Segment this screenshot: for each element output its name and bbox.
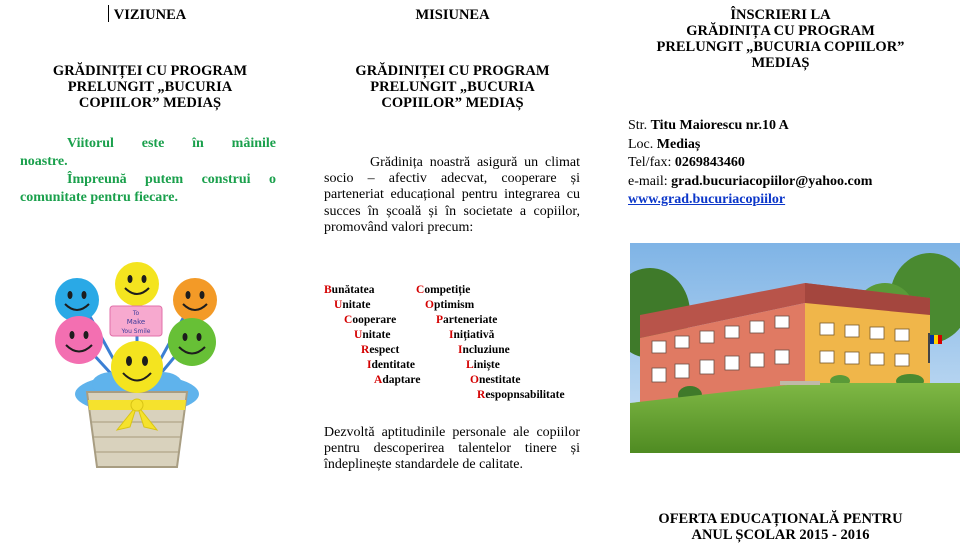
enrollment-heading-line2: GRĂDINIȚA CU PROGRAM bbox=[686, 23, 875, 39]
vision-subheading bbox=[0, 63, 300, 111]
address-row: Str. Titu Maiorescu nr.10 A bbox=[628, 118, 789, 133]
enrollment-heading-line4: MEDIAȘ bbox=[751, 55, 810, 71]
vision-subheading-line2: PRELUNGIT „BUCURIA bbox=[67, 79, 233, 95]
website-row bbox=[628, 191, 872, 210]
smiley-cookies-image bbox=[52, 262, 222, 477]
value-right-5: Incluziune bbox=[458, 344, 510, 356]
vision-heading: VIZIUNEA bbox=[113, 7, 187, 23]
mission-closing: Dezvoltă aptitudinile personale ale copiilor pentru descoperirea talentelor tinere și îndeplinește standardele de calitate. bbox=[324, 425, 580, 473]
vision-subheading-line3: COPIILOR” MEDIAȘ bbox=[78, 95, 222, 111]
value-right-3: Parteneriate bbox=[436, 314, 498, 326]
value-right-4: Inițiativă bbox=[449, 329, 495, 341]
enrollment-heading-line1: ÎNSCRIERI LA bbox=[730, 7, 831, 23]
vision-column bbox=[0, 0, 300, 547]
offer-title-line2: ANUL ȘCOLAR 2015 - 2016 bbox=[691, 527, 870, 543]
contact-info bbox=[628, 117, 872, 210]
vision-subheading-line1: GRĂDINIȚEI CU PROGRAM bbox=[52, 63, 248, 79]
value-left-1: Bunătatea bbox=[324, 284, 375, 296]
value-left-7: Adaptare bbox=[374, 374, 421, 386]
value-left-2: Unitate bbox=[334, 299, 371, 311]
vision-text-line3: Împreună putem construi o bbox=[67, 172, 276, 187]
kindergarten-building-photo bbox=[630, 243, 960, 453]
enrollment-heading bbox=[615, 7, 946, 71]
phone-row: Tel/fax: 0269843460 bbox=[628, 155, 745, 171]
sign-text-line2: Make bbox=[126, 318, 146, 326]
value-right-1: Competiție bbox=[416, 284, 471, 296]
mission-subheading-line2: PRELUNGIT „BUCURIA bbox=[370, 79, 535, 95]
value-left-5: Respect bbox=[361, 344, 400, 356]
value-right-2: Optimism bbox=[425, 299, 475, 311]
value-left-6: Identitate bbox=[367, 359, 415, 371]
sign-text-line1: To bbox=[132, 310, 140, 317]
value-right-7: Onestitate bbox=[470, 374, 521, 386]
value-right-6: Liniște bbox=[466, 359, 500, 371]
sign-text-line3: You Smile bbox=[121, 328, 151, 335]
offer-title-line1: OFERTA EDUCAȚIONALĂ PENTRU bbox=[658, 511, 903, 527]
mission-intro: Grădinița noastră asigură un climat socio – afectiv adecvat, cooperare și parteneriat educațional pentru integrarea cu succes în școală și în societate a copiilor, promovând valori precum: bbox=[324, 155, 580, 235]
website-link[interactable]: www.grad.bucuriacopiilor bbox=[628, 192, 786, 208]
mission-subheading bbox=[315, 63, 590, 111]
locality-row: Loc. Mediaș bbox=[628, 136, 701, 152]
vision-text-line2: noastre. bbox=[20, 154, 68, 169]
mission-subheading-line1: GRĂDINIȚEI CU PROGRAM bbox=[355, 63, 550, 79]
enrollment-heading-line3: PRELUNGIT „BUCURIA COPIILOR” bbox=[656, 39, 905, 55]
vision-text-line1: Viitorul este în mâinile bbox=[67, 136, 276, 151]
vision-text bbox=[20, 135, 276, 207]
offer-title bbox=[615, 511, 946, 543]
values-list bbox=[324, 283, 586, 405]
value-left-4: Unitate bbox=[354, 329, 391, 341]
vision-text-line4: comunitate pentru fiecare. bbox=[20, 190, 178, 205]
email-row: e-mail: grad.bucuriacopiilor@yahoo.com bbox=[628, 173, 873, 189]
mission-subheading-line3: COPIILOR” MEDIAȘ bbox=[381, 95, 524, 111]
value-left-3: Cooperare bbox=[344, 314, 397, 326]
value-right-8: Respopnsabilitate bbox=[477, 389, 565, 401]
mission-heading: MISIUNEA bbox=[415, 7, 490, 23]
